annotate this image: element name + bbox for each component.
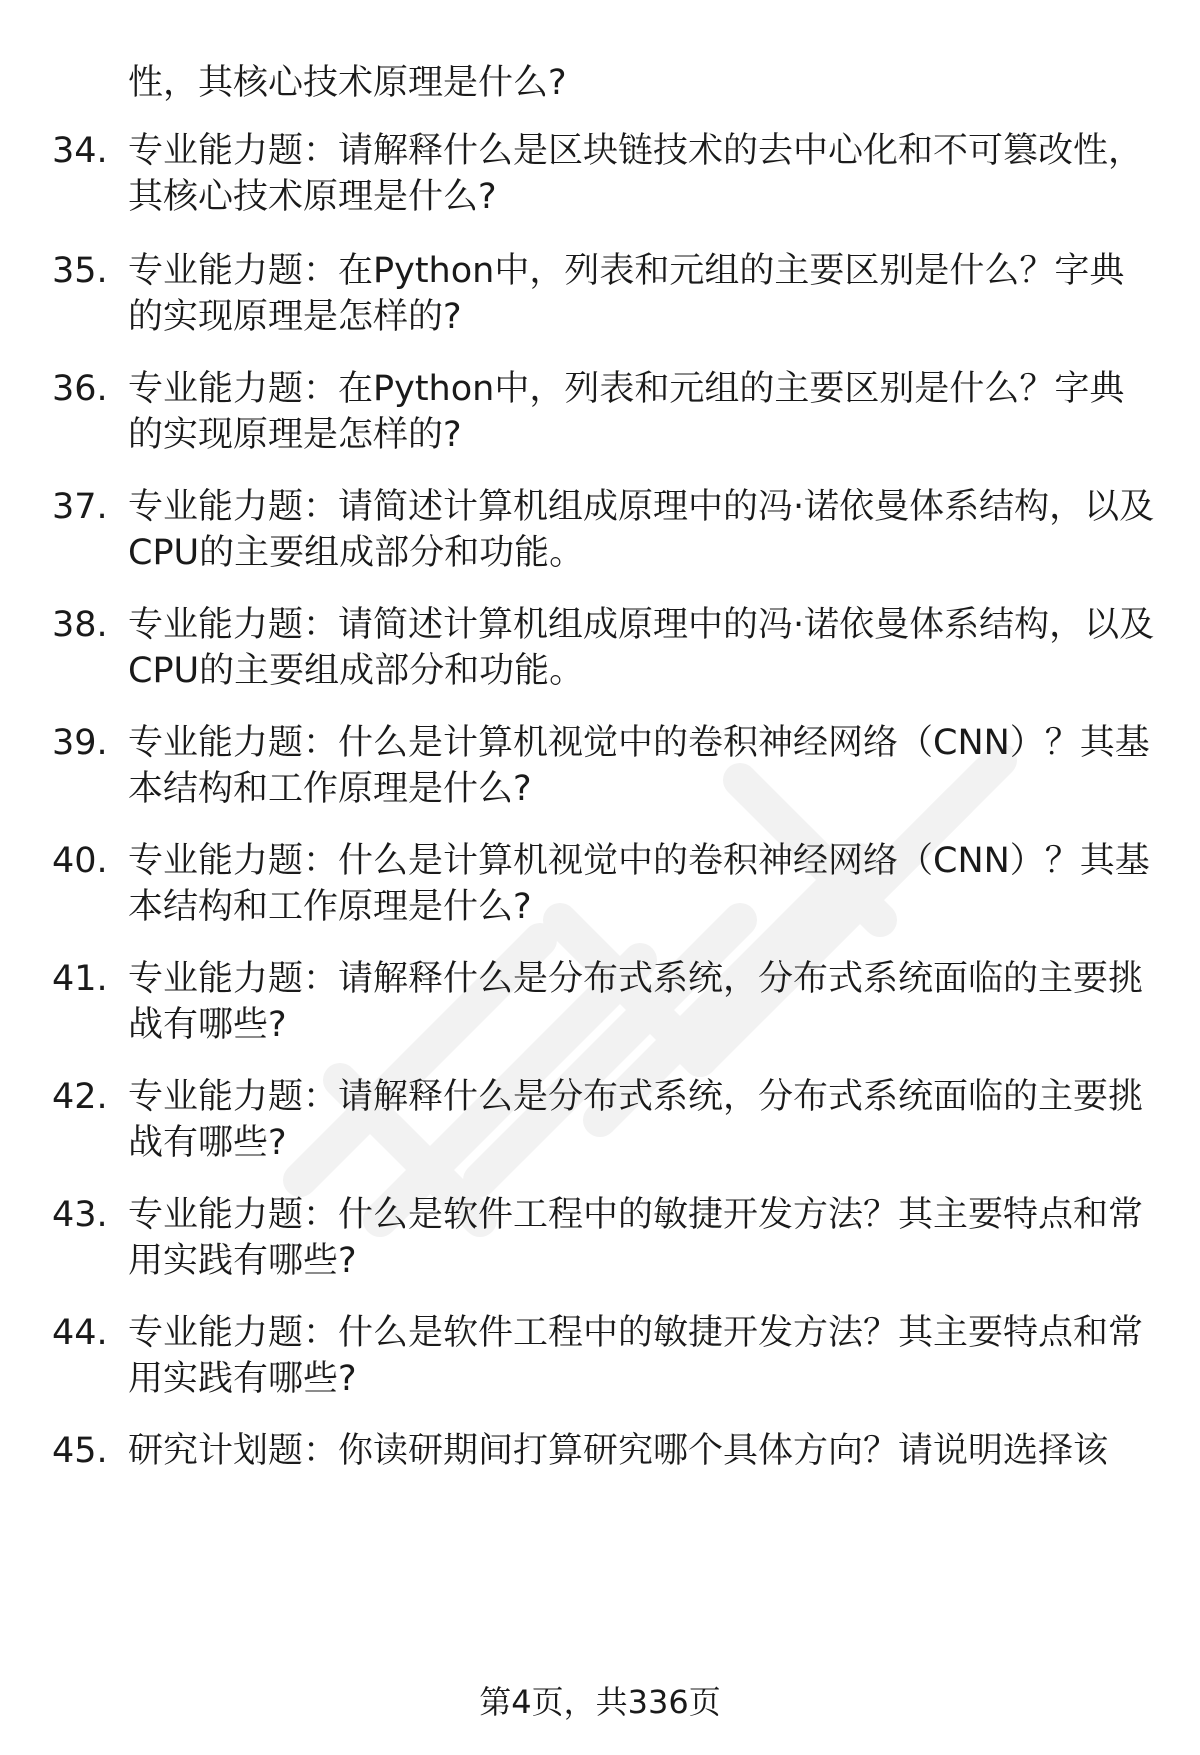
question-text: 专业能力题：在Python中，列表和元组的主要区别是什么？字典的实现原理是怎样的? xyxy=(128,369,1125,455)
question-number: 44. xyxy=(52,1313,108,1353)
question-number: 38. xyxy=(52,605,108,645)
question-text: 专业能力题：请简述计算机组成原理中的冯·诺依曼体系结构，以及CPU的主要组成部分和功能。 xyxy=(128,487,1155,573)
question-text: 专业能力题：请解释什么是区块链技术的去中心化和不可篡改性，其核心技术原理是什么? xyxy=(128,131,1144,217)
question-text: 专业能力题：什么是软件工程中的敏捷开发方法？其主要特点和常用实践有哪些? xyxy=(128,1313,1144,1399)
question-text: 专业能力题：什么是计算机视觉中的卷积神经网络（CNN）？其基本结构和工作原理是什么? xyxy=(128,841,1150,927)
question-number: 45. xyxy=(52,1431,108,1471)
question-text: 专业能力题：请解释什么是分布式系统，分布式系统面临的主要挑战有哪些? xyxy=(128,1077,1144,1163)
question-text: 专业能力题：什么是软件工程中的敏捷开发方法？其主要特点和常用实践有哪些? xyxy=(128,1195,1144,1281)
question-text: 专业能力题：请简述计算机组成原理中的冯·诺依曼体系结构，以及CPU的主要组成部分和功能。 xyxy=(128,605,1155,691)
question-number: 41. xyxy=(52,959,108,999)
question-number: 42. xyxy=(52,1077,108,1117)
question-number: 36. xyxy=(52,369,108,409)
question-text: 研究计划题：你读研期间打算研究哪个具体方向？请说明选择该 xyxy=(128,1431,1109,1471)
page-footer: 第4页，共336页 xyxy=(479,1683,721,1721)
question-text: 专业能力题：什么是计算机视觉中的卷积神经网络（CNN）？其基本结构和工作原理是什么? xyxy=(128,723,1150,809)
question-text: 专业能力题：在Python中，列表和元组的主要区别是什么？字典的实现原理是怎样的? xyxy=(128,251,1125,337)
question-continuation: 性，其核心技术原理是什么? xyxy=(128,63,567,103)
question-text: 专业能力题：请解释什么是分布式系统，分布式系统面临的主要挑战有哪些? xyxy=(128,959,1144,1045)
question-number: 43. xyxy=(52,1195,108,1235)
question-number: 35. xyxy=(52,251,108,291)
question-number: 39. xyxy=(52,723,108,763)
question-number: 37. xyxy=(52,487,108,527)
question-number: 40. xyxy=(52,841,108,881)
question-number: 34. xyxy=(52,131,108,171)
